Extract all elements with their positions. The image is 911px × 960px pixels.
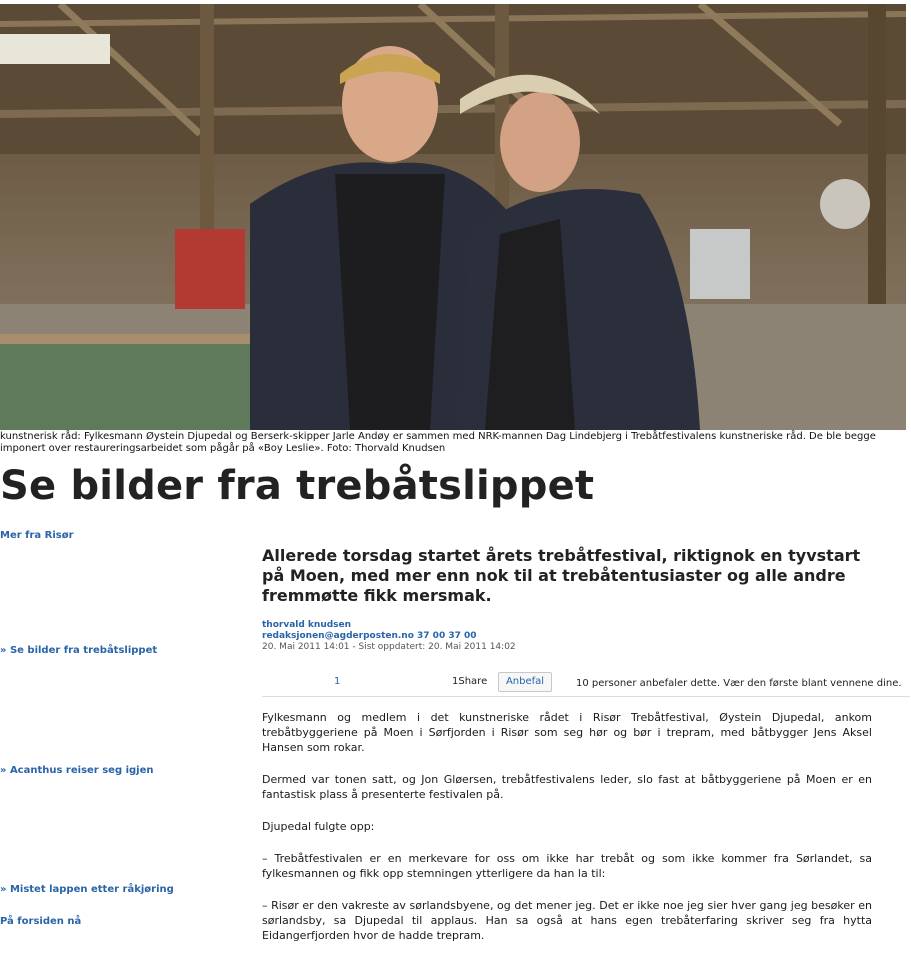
article-body xyxy=(262,710,872,960)
sidebar-link-bilder[interactable]: » Se bilder fra trebåtslippet xyxy=(0,645,158,656)
photo-caption: kunstnerisk råd: Fylkesmann Øystein Djupedal og Berserk-skipper Jarle Andøy er sammen med NRK-mannen Dag Lindebjerg i Trebåtfestivalens kunstneriske råd. De ble begge imponert over restaureringsarbeidet som pågår på «Boy Leslie». Foto: Thorvald Knudsen xyxy=(0,431,876,454)
body-paragraph: Fylkesmann og medlem i det kunstneriske rådet i Risør Trebåtfestival, Øystein Djupedal, ankom trebåtbyggeriene på Moen i Sørfjorden i Risør som seg hør og bør i trepram, med båtbygger Jens Aksel Hansen som rokar. xyxy=(262,711,872,754)
sidebar-link-forsiden[interactable]: På forsiden nå xyxy=(0,916,82,927)
article-photo xyxy=(0,4,906,430)
article-lead: Allerede torsdag startet årets trebåtfestival, riktignok en tyvstart på Moen, med mer enn nok til at trebåtentusiaster og alle andre fremmøtte fikk mersmak. xyxy=(262,546,861,605)
section-link[interactable]: Mer fra Risør xyxy=(0,530,74,541)
body-paragraph: – Trebåtfestivalen er en merkevare for oss om ikke har trebåt og som ikke kommer fra Sørlandet, sa fylkesmannen og fikk opp stemningen ytterligere da han la til: xyxy=(262,852,872,880)
recommend-button[interactable]: Anbefal xyxy=(498,672,552,692)
divider xyxy=(262,696,910,697)
author-contact[interactable]: redaksjonen@agderposten.no 37 00 37 00 xyxy=(262,631,477,641)
share-count: 1 xyxy=(334,676,341,687)
body-paragraph: – Risør er den vakreste av sørlandsbyene, og det mener jeg. Det er ikke noe jeg sier hver gang jeg besøker en sørlandsby, sa Djupedal til applaus. Han sa også at hans egen trebåterfaring skriver seg fra hytta Eidangerfjorden hvor de hadde trepram. xyxy=(262,899,872,942)
body-paragraph: Dermed var tonen satt, og Jon Gløersen, trebåtfestivalens leder, slo fast at båtbyggeriene på Moen er en fantastisk plass å presenterte festivalen på. xyxy=(262,773,872,801)
sidebar-link-lappen[interactable]: » Mistet lappen etter råkjøring xyxy=(0,884,174,895)
photo-illustration xyxy=(0,4,906,430)
publish-dates: 20. Mai 2011 14:01 - Sist oppdatert: 20. Mai 2011 14:02 xyxy=(262,642,516,652)
article-meta xyxy=(262,620,516,653)
share-button[interactable]: 1Share xyxy=(452,676,488,687)
body-paragraph: Djupedal fulgte opp: xyxy=(262,820,375,833)
social-bar xyxy=(262,672,910,696)
article-title: Se bilder fra trebåtslippet xyxy=(0,463,595,509)
recommend-text: 10 personer anbefaler dette. Vær den første blant vennene dine. xyxy=(576,678,902,689)
author-name[interactable]: thorvald knudsen xyxy=(262,620,352,630)
sidebar-link-acanthus[interactable]: » Acanthus reiser seg igjen xyxy=(0,765,154,776)
